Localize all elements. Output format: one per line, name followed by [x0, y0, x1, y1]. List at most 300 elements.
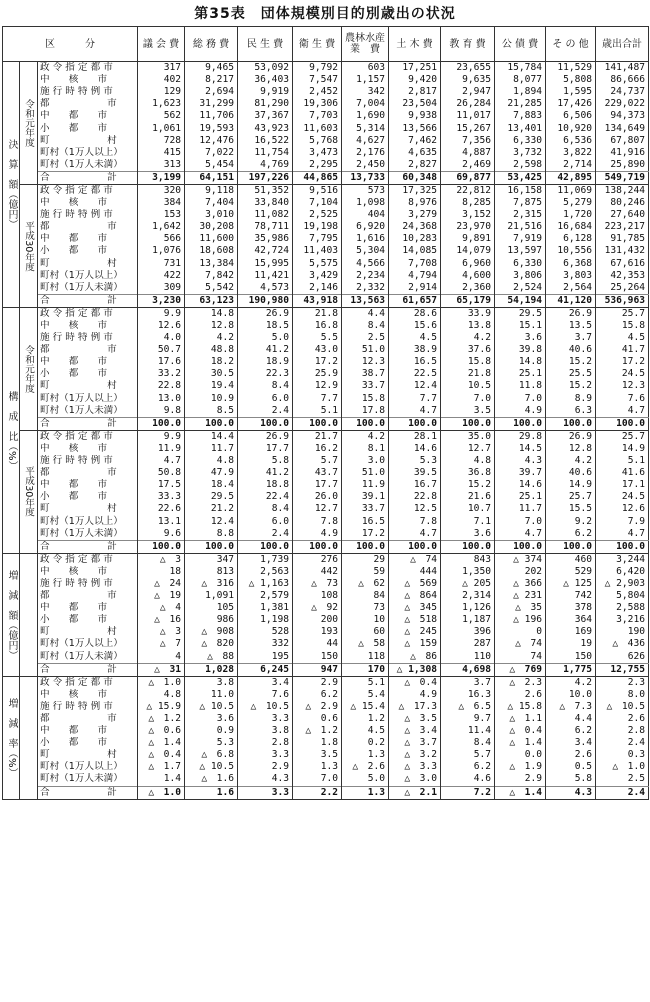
table-cell: △ 436: [596, 638, 649, 650]
table-cell: 3,803: [546, 270, 596, 282]
table-cell: △ 16: [138, 614, 185, 626]
table-cell: 2.9: [293, 676, 342, 689]
table-cell: △ 86: [389, 651, 441, 664]
table-cell: 9,420: [389, 74, 441, 86]
row-label: 小 都 市: [40, 491, 108, 503]
table-cell: 2,588: [596, 602, 649, 614]
table-cell: 396: [441, 626, 495, 638]
table-cell: 51,352: [238, 184, 293, 197]
table-cell: 110: [441, 651, 495, 664]
table-cell: 276: [293, 553, 342, 566]
subcategory-label: 平成30年度: [20, 430, 38, 553]
table-cell: 7,547: [293, 74, 342, 86]
table-cell: 6,506: [546, 110, 596, 122]
table-cell: 4.8: [138, 689, 185, 701]
table-cell: △ 74: [495, 638, 546, 650]
row-label: 施 行 時 特 例 市: [40, 455, 113, 467]
table-cell: 41,120: [546, 294, 596, 307]
table-cell: 4.8: [185, 455, 238, 467]
table-cell: 5.7: [441, 749, 495, 761]
table-cell: 309: [138, 282, 185, 295]
table-cell: 1,198: [238, 614, 293, 626]
table-cell: 3.6: [185, 713, 238, 725]
table-cell: 742: [546, 590, 596, 602]
table-cell: 41.2: [238, 344, 293, 356]
table-cell: 1,739: [238, 553, 293, 566]
table-cell: 40.6: [546, 467, 596, 479]
table-cell: 73: [342, 602, 389, 614]
table-cell: △ 205: [441, 578, 495, 590]
table-cell: 6,330: [495, 258, 546, 270]
table-cell: 5.1: [342, 676, 389, 689]
table-cell: 728: [138, 135, 185, 147]
table-cell: 134,649: [596, 122, 649, 134]
table-cell: 1,091: [185, 590, 238, 602]
table-cell: 3.6: [441, 528, 495, 541]
table-cell: 229,022: [596, 98, 649, 110]
table-cell: 4.2: [546, 676, 596, 689]
row-label: 小 都 市: [40, 122, 108, 134]
table-cell: △ 3.7: [389, 737, 441, 749]
table-cell: 59: [342, 566, 389, 578]
row-label: 小 都 市: [40, 614, 108, 626]
table-cell: 38.7: [342, 368, 389, 380]
table-cell: 2.9: [238, 761, 293, 773]
table-cell: 1.3: [342, 749, 389, 761]
table-cell: 2.4: [238, 405, 293, 418]
column-header: 歳出合計: [596, 27, 649, 62]
table-cell: 378: [546, 602, 596, 614]
table-cell: 16,522: [238, 135, 293, 147]
table-cell: 7.0: [441, 393, 495, 405]
table-cell: 29.5: [185, 491, 238, 503]
table-cell: △ 769: [495, 663, 546, 676]
table-cell: 460: [546, 553, 596, 566]
table-cell: 14.9: [596, 443, 649, 455]
table-cell: △ 19: [138, 590, 185, 602]
table-cell: 22.6: [138, 503, 185, 515]
table-cell: 17.2: [596, 356, 649, 368]
table-cell: △ 1.4: [495, 737, 546, 749]
table-cell: 3.7: [441, 676, 495, 689]
row-label: 政 令 指 定 都 市: [38, 430, 138, 443]
table-cell: 2.5: [596, 773, 649, 786]
table-cell: 6.2: [546, 725, 596, 737]
table-row: [3, 749, 649, 761]
row-label: 町村（1万人以上）: [40, 638, 123, 650]
row-label: 中 核 市: [40, 565, 108, 577]
table-row: [3, 159, 649, 172]
table-cell: 347: [185, 553, 238, 566]
table-row: [3, 713, 649, 725]
table-cell: 2,598: [495, 159, 546, 172]
table-cell: 4.2: [546, 455, 596, 467]
subcategory-label: [20, 553, 38, 676]
table-cell: 2.3: [596, 676, 649, 689]
table-row: [3, 258, 649, 270]
table-cell: 15.8: [342, 393, 389, 405]
table-cell: 23,970: [441, 221, 495, 233]
table-row: [3, 184, 649, 197]
table-row: [3, 320, 649, 332]
row-label: 都 市: [40, 221, 117, 233]
table-cell: 0.0: [495, 749, 546, 761]
table-cell: 536,963: [596, 294, 649, 307]
table-cell: 63,123: [185, 294, 238, 307]
table-row: [3, 147, 649, 159]
table-cell: △ 316: [185, 578, 238, 590]
table-row: [3, 503, 649, 515]
table-cell: 100.0: [441, 417, 495, 430]
table-cell: 7.0: [495, 393, 546, 405]
table-cell: 422: [138, 270, 185, 282]
table-row: [3, 74, 649, 86]
table-cell: 573: [342, 184, 389, 197]
table-row: [3, 773, 649, 786]
table-cell: 11,603: [293, 122, 342, 134]
table-cell: 25.7: [546, 491, 596, 503]
table-cell: 7,875: [495, 197, 546, 209]
column-header: 土 木 費: [389, 27, 441, 62]
table-cell: 14.9: [546, 479, 596, 491]
table-cell: 33.7: [342, 380, 389, 392]
row-label: 都 市: [40, 713, 117, 725]
table-cell: 15,995: [238, 258, 293, 270]
table-cell: 6.3: [546, 405, 596, 418]
row-label: 町村（1万人以上）: [40, 515, 123, 527]
table-cell: 26.0: [293, 491, 342, 503]
table-cell: 4.7: [495, 528, 546, 541]
table-cell: 33.2: [138, 368, 185, 380]
table-cell: 16,684: [546, 221, 596, 233]
table-cell: 200: [293, 614, 342, 626]
table-row: [3, 443, 649, 455]
table-cell: 8.0: [596, 689, 649, 701]
table-cell: 2,579: [238, 590, 293, 602]
table-cell: 11.9: [342, 479, 389, 491]
table-cell: 41.7: [596, 344, 649, 356]
table-cell: 12.9: [293, 380, 342, 392]
table-cell: 4.9: [495, 405, 546, 418]
table-cell: 100.0: [342, 417, 389, 430]
table-cell: 1,595: [546, 86, 596, 98]
table-cell: 223,217: [596, 221, 649, 233]
table-cell: 13.1: [138, 515, 185, 527]
table-cell: △ 1,163: [238, 578, 293, 590]
table-cell: 26,284: [441, 98, 495, 110]
table-cell: 4,600: [441, 270, 495, 282]
table-cell: 3.8: [238, 725, 293, 737]
table-cell: 7,842: [185, 270, 238, 282]
table-cell: 41.2: [238, 467, 293, 479]
table-cell: 4,887: [441, 147, 495, 159]
table-row: [3, 282, 649, 295]
table-cell: 7.1: [441, 515, 495, 527]
table-cell: 17.6: [138, 356, 185, 368]
table-cell: 53,092: [238, 62, 293, 75]
table-cell: 2,314: [441, 590, 495, 602]
table-cell: 17,325: [389, 184, 441, 197]
table-row: [3, 701, 649, 713]
table-cell: 51.0: [342, 467, 389, 479]
table-cell: 13,563: [342, 294, 389, 307]
table-cell: 129: [138, 86, 185, 98]
table-row: [3, 344, 649, 356]
table-cell: 5,808: [546, 74, 596, 86]
row-label: 合 計: [38, 786, 138, 799]
table-cell: △ 159: [389, 638, 441, 650]
table-cell: △ 58: [342, 638, 389, 650]
table-cell: 12,755: [596, 663, 649, 676]
table-cell: 12.8: [546, 443, 596, 455]
table-row: [3, 98, 649, 110]
table-cell: 43.7: [293, 467, 342, 479]
table-cell: 4,635: [389, 147, 441, 159]
table-cell: △ 88: [185, 651, 238, 664]
table-cell: 15.1: [495, 320, 546, 332]
table-cell: 4.5: [342, 725, 389, 737]
table-cell: △ 518: [389, 614, 441, 626]
table-cell: 84: [342, 590, 389, 602]
table-cell: 25.7: [596, 307, 649, 320]
table-cell: 17.7: [238, 443, 293, 455]
table-cell: 153: [138, 209, 185, 221]
table-cell: 5,768: [293, 135, 342, 147]
table-cell: 4.2: [342, 430, 389, 443]
table-cell: 1,098: [342, 197, 389, 209]
table-cell: 3.0: [342, 455, 389, 467]
table-cell: 69,877: [441, 171, 495, 184]
table-row: [3, 689, 649, 701]
table-cell: 9,118: [185, 184, 238, 197]
table-row: [3, 614, 649, 626]
table-row: [3, 528, 649, 541]
table-cell: 43,923: [238, 122, 293, 134]
table-row: [3, 270, 649, 282]
table-cell: 16.3: [441, 689, 495, 701]
table-cell: △ 569: [389, 578, 441, 590]
table-cell: 16.2: [293, 443, 342, 455]
table-row: [3, 515, 649, 527]
table-cell: 5.3: [389, 455, 441, 467]
table-cell: 6,128: [546, 233, 596, 245]
row-label: 小 都 市: [40, 368, 108, 380]
table-cell: 947: [293, 663, 342, 676]
table-cell: △ 1,308: [389, 663, 441, 676]
table-cell: 9,792: [293, 62, 342, 75]
table-cell: 60,348: [389, 171, 441, 184]
table-cell: △ 1.0: [596, 761, 649, 773]
table-cell: 2.5: [342, 332, 389, 344]
table-cell: 11,706: [185, 110, 238, 122]
table-row: [3, 171, 649, 184]
table-cell: △ 820: [185, 638, 238, 650]
table-cell: 342: [342, 86, 389, 98]
table-cell: 24,368: [389, 221, 441, 233]
table-cell: △ 62: [342, 578, 389, 590]
table-cell: 2.6: [495, 689, 546, 701]
table-cell: 21.2: [185, 503, 238, 515]
table-cell: 0.5: [546, 761, 596, 773]
table-cell: 19,306: [293, 98, 342, 110]
table-cell: △ 92: [293, 602, 342, 614]
table-cell: 100.0: [596, 417, 649, 430]
table-cell: 28.1: [389, 430, 441, 443]
table-cell: 1.8: [293, 737, 342, 749]
row-label: 政 令 指 定 都 市: [38, 307, 138, 320]
table-row: [3, 553, 649, 566]
table-cell: △ 2.1: [389, 786, 441, 799]
table-cell: 4.8: [441, 455, 495, 467]
table-cell: 4.7: [389, 528, 441, 541]
table-cell: 13,566: [389, 122, 441, 134]
table-cell: △ 1.0: [138, 786, 185, 799]
table-cell: 0.6: [293, 713, 342, 725]
table-cell: △ 7: [138, 638, 185, 650]
table-cell: 33.3: [138, 491, 185, 503]
table-row: [3, 332, 649, 344]
row-label: 合 計: [38, 663, 138, 676]
table-cell: 17.5: [138, 479, 185, 491]
table-cell: 78,711: [238, 221, 293, 233]
table-body: [3, 62, 649, 800]
table-cell: 14.4: [185, 430, 238, 443]
table-cell: 26.9: [546, 307, 596, 320]
table-cell: 11,082: [238, 209, 293, 221]
table-cell: 320: [138, 184, 185, 197]
table-cell: 9,465: [185, 62, 238, 75]
table-cell: 26.9: [238, 430, 293, 443]
row-label: 都 市: [40, 590, 117, 602]
table-cell: 603: [342, 62, 389, 75]
table-cell: 4,573: [238, 282, 293, 295]
table-row: [3, 663, 649, 676]
row-label: 中 都 市: [40, 233, 108, 245]
table-cell: 15.2: [546, 356, 596, 368]
table-cell: 19: [546, 638, 596, 650]
table-cell: △ 10.5: [238, 701, 293, 713]
table-cell: 626: [596, 651, 649, 664]
table-cell: 4.5: [389, 332, 441, 344]
row-label: 町 村: [40, 380, 117, 392]
table-cell: 21.6: [441, 491, 495, 503]
table-row: [3, 590, 649, 602]
table-cell: 22.3: [238, 368, 293, 380]
table-cell: 23,655: [441, 62, 495, 75]
row-label: 町 村: [40, 749, 117, 761]
table-cell: 1.3: [342, 786, 389, 799]
table-cell: 813: [185, 566, 238, 578]
table-cell: 26.9: [546, 430, 596, 443]
table-cell: 5,314: [342, 122, 389, 134]
row-label: 町村（1万人未満）: [40, 650, 123, 662]
table-cell: 9.8: [138, 405, 185, 418]
table-cell: 1,157: [342, 74, 389, 86]
table-cell: 195: [238, 651, 293, 664]
table-cell: 43,918: [293, 294, 342, 307]
table-cell: △ 196: [495, 614, 546, 626]
table-cell: △ 24: [138, 578, 185, 590]
column-header: 衛 生 費: [293, 27, 342, 62]
column-header: 農林水産業 費: [342, 27, 389, 62]
table-cell: 3,806: [495, 270, 546, 282]
table-cell: 38.9: [389, 344, 441, 356]
table-cell: 100.0: [495, 417, 546, 430]
table-cell: 17,251: [389, 62, 441, 75]
table-cell: 10.9: [185, 393, 238, 405]
table-cell: 2.6: [546, 749, 596, 761]
table-cell: 528: [238, 626, 293, 638]
table-cell: △ 1.9: [495, 761, 546, 773]
table-cell: 35.0: [441, 430, 495, 443]
table-cell: 54,194: [495, 294, 546, 307]
table-cell: 6.0: [238, 515, 293, 527]
table-cell: 19,198: [293, 221, 342, 233]
table-cell: 5.3: [185, 737, 238, 749]
table-cell: 94,373: [596, 110, 649, 122]
table-cell: 14.8: [185, 307, 238, 320]
table-cell: 100.0: [293, 417, 342, 430]
table-cell: 18,608: [185, 245, 238, 257]
table-cell: 5,454: [185, 159, 238, 172]
table-cell: 6,960: [441, 258, 495, 270]
table-cell: 2,176: [342, 147, 389, 159]
table-cell: 22.5: [389, 368, 441, 380]
table-cell: 30.5: [185, 368, 238, 380]
table-cell: 18: [138, 566, 185, 578]
table-cell: 13,384: [185, 258, 238, 270]
table-cell: 11,754: [238, 147, 293, 159]
category-label: 増 減 額（億円）: [3, 553, 20, 676]
table-cell: △ 74: [389, 553, 441, 566]
table-cell: 8.9: [546, 393, 596, 405]
table-cell: 25,264: [596, 282, 649, 295]
table-row: [3, 209, 649, 221]
table-cell: 6,920: [342, 221, 389, 233]
table-cell: 5.4: [342, 689, 389, 701]
table-cell: 1,187: [441, 614, 495, 626]
table-row: [3, 62, 649, 75]
table-cell: 25.1: [495, 368, 546, 380]
table-row: [3, 110, 649, 122]
table-cell: 2,563: [238, 566, 293, 578]
table-cell: 17.8: [342, 405, 389, 418]
subcategory-label: 平成30年度: [20, 184, 38, 307]
table-cell: 8.8: [185, 528, 238, 541]
row-label: 合 計: [38, 171, 138, 184]
table-cell: 7,104: [293, 197, 342, 209]
table-row: [3, 786, 649, 799]
table-cell: 18.4: [185, 479, 238, 491]
table-cell: 5.5: [293, 332, 342, 344]
table-cell: 529: [546, 566, 596, 578]
table-row: [3, 122, 649, 134]
table-cell: 7.0: [293, 773, 342, 786]
table-cell: 100.0: [185, 540, 238, 553]
table-cell: 65,179: [441, 294, 495, 307]
table-cell: 3.3: [238, 713, 293, 725]
table-cell: 10,920: [546, 122, 596, 134]
table-cell: 1,720: [546, 209, 596, 221]
table-cell: 3,244: [596, 553, 649, 566]
column-header: そ の 他: [546, 27, 596, 62]
table-cell: 11,529: [546, 62, 596, 75]
table-cell: △ 1.2: [293, 725, 342, 737]
table-cell: 22,812: [441, 184, 495, 197]
table-cell: 8.5: [185, 405, 238, 418]
table-cell: △ 4: [138, 602, 185, 614]
row-label: 中 核 市: [40, 688, 108, 700]
